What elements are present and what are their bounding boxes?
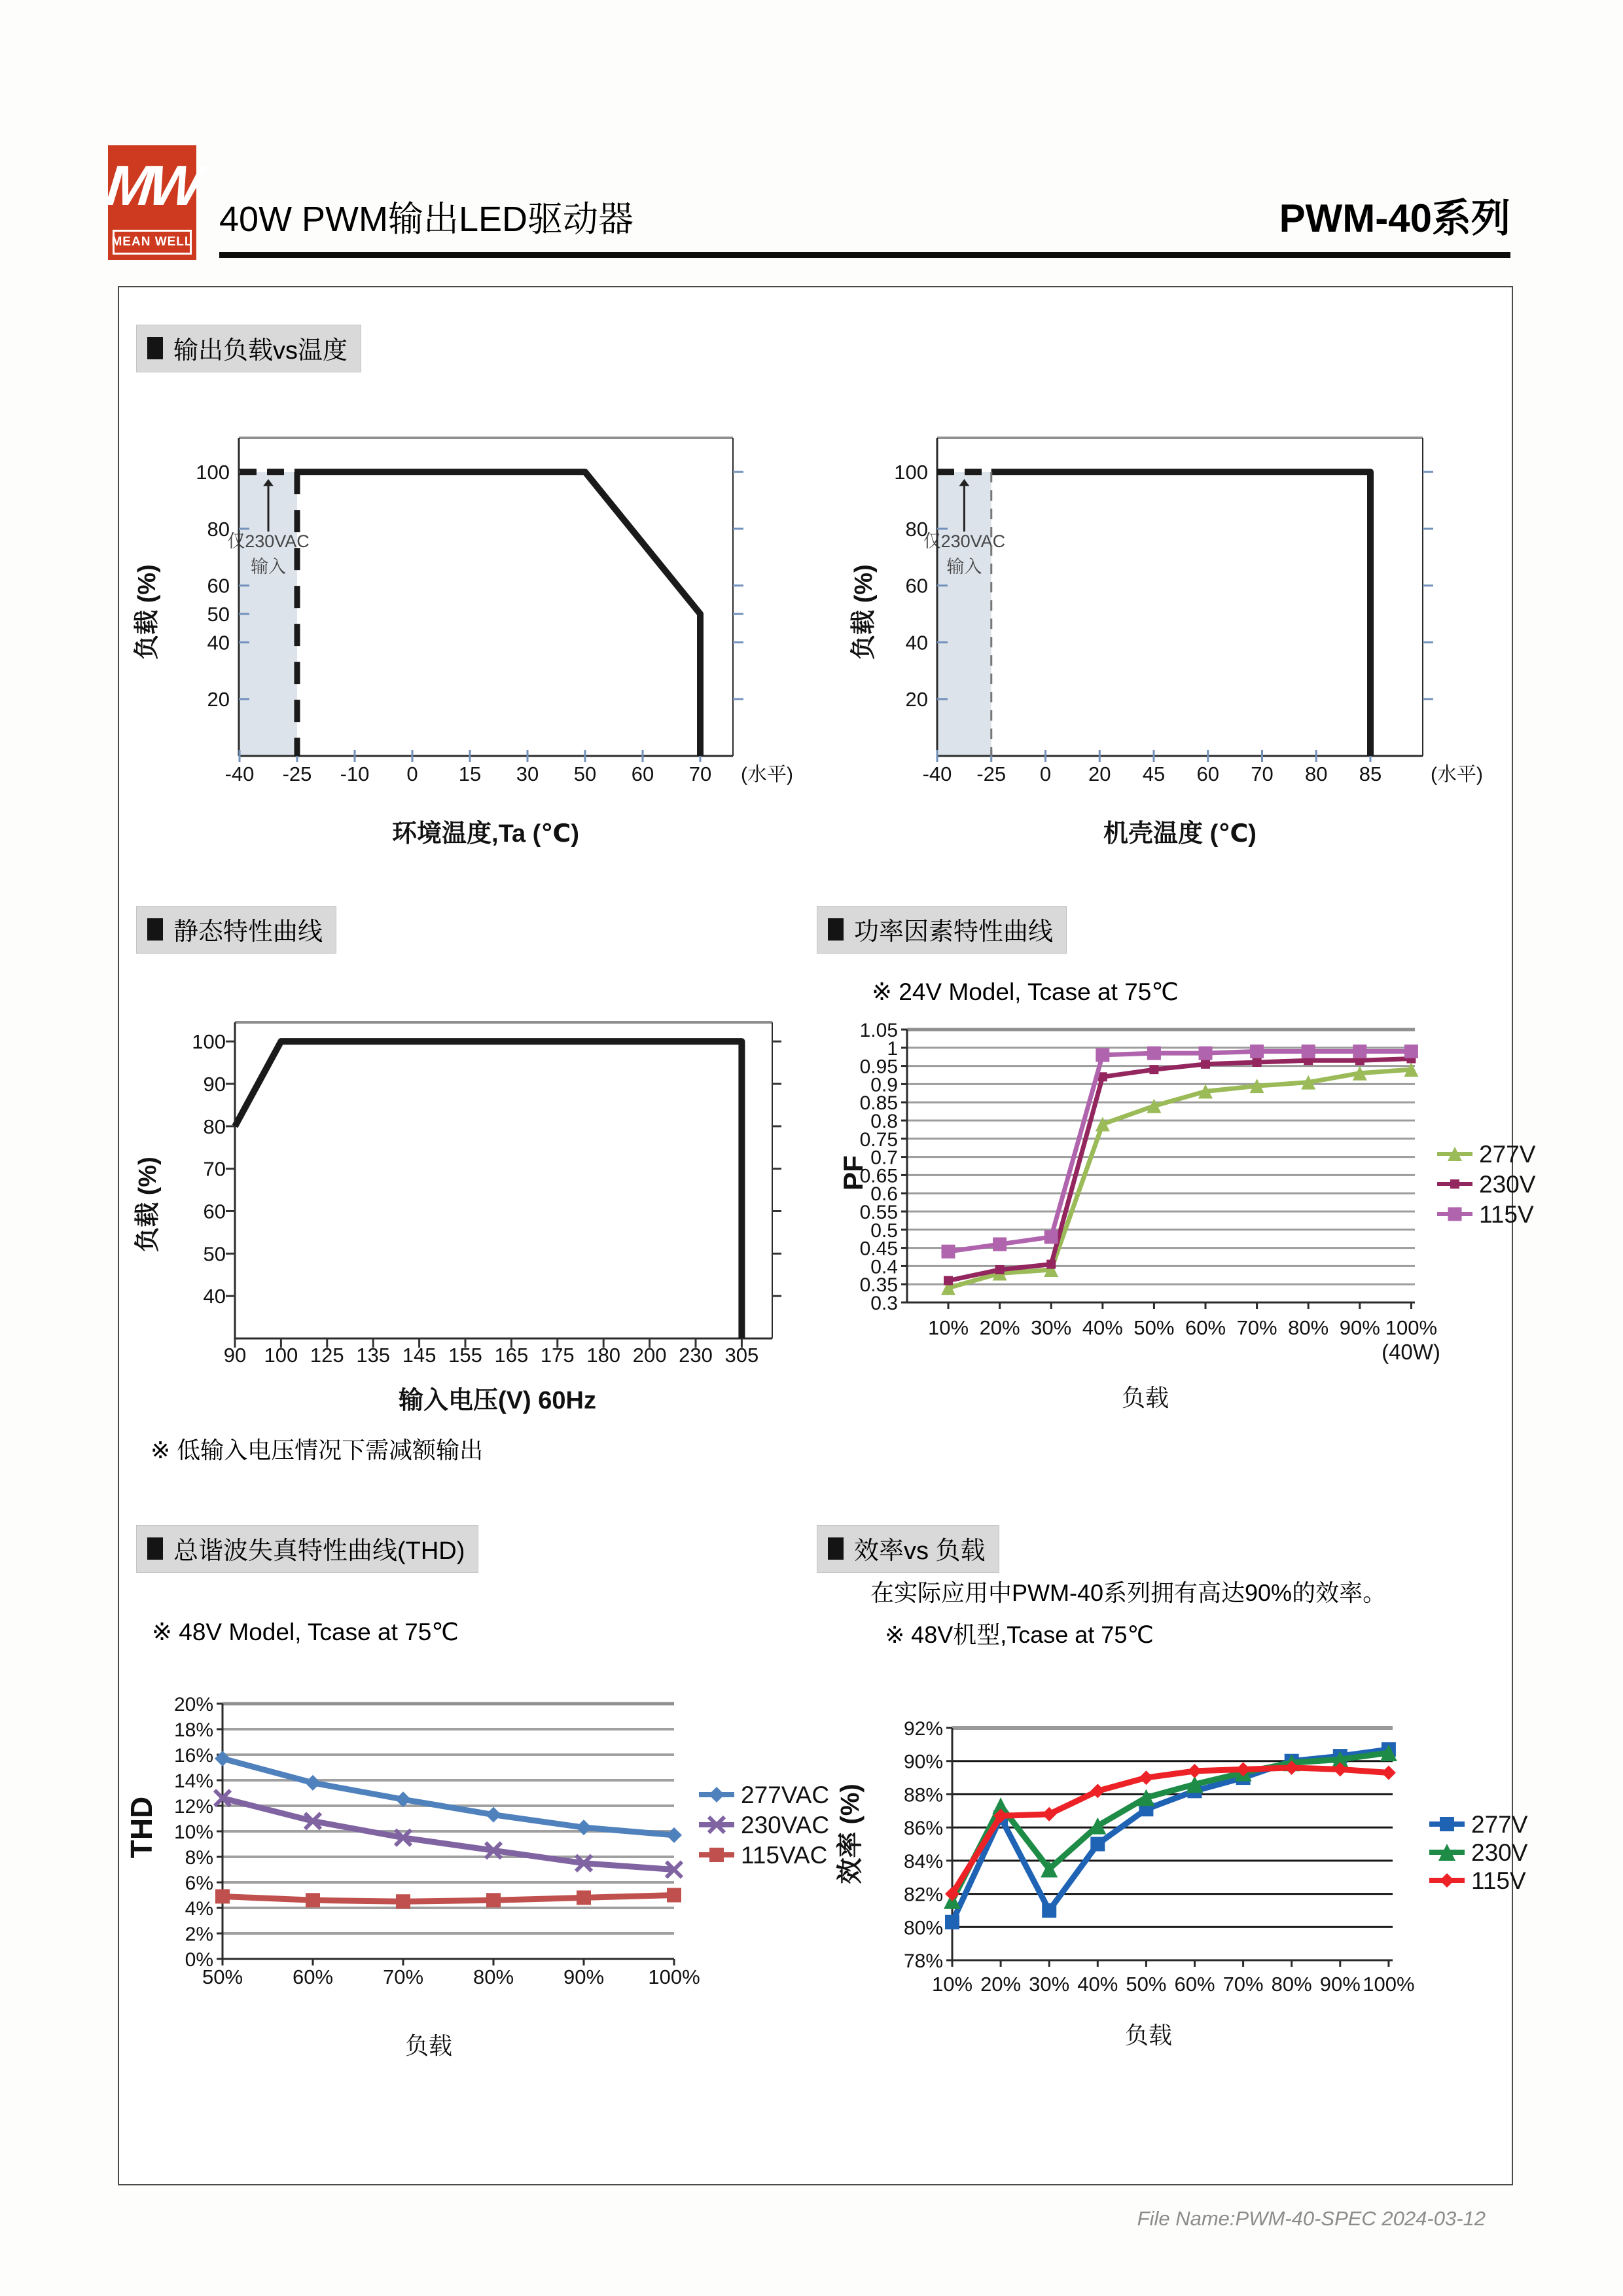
svg-text:60: 60 — [1196, 762, 1219, 785]
svg-text:60%: 60% — [1185, 1316, 1226, 1339]
svg-text:0.55: 0.55 — [859, 1202, 898, 1223]
svg-text:负载: 负载 — [404, 2032, 453, 2059]
svg-text:负载: 负载 — [1124, 2022, 1173, 2049]
footer-filename: File Name:PWM-40-SPEC 2024-03-12 — [1137, 2207, 1486, 2230]
thd-subtitle: ※ 48V Model, Tcase at 75℃ — [152, 1619, 459, 1645]
svg-text:输入: 输入 — [251, 557, 286, 577]
svg-text:277V: 277V — [1471, 1811, 1528, 1838]
efficiency-subtitle: ※ 48V机型,Tcase at 75℃ — [885, 1621, 1154, 1648]
svg-text:100%: 100% — [1385, 1316, 1438, 1339]
svg-text:165: 165 — [494, 1344, 529, 1367]
svg-text:90%: 90% — [1339, 1316, 1380, 1339]
svg-text:125: 125 — [310, 1344, 344, 1367]
svg-text:机壳温度 (℃): 机壳温度 (℃) — [1103, 820, 1257, 848]
svg-text:环境温度,Ta (℃): 环境温度,Ta (℃) — [392, 820, 579, 848]
svg-text:10%: 10% — [173, 1821, 213, 1843]
svg-text:70%: 70% — [1222, 1973, 1264, 1996]
svg-text:0.65: 0.65 — [859, 1165, 898, 1187]
svg-text:0.95: 0.95 — [859, 1056, 898, 1078]
svg-text:40%: 40% — [1082, 1316, 1123, 1339]
section-title-load-vs-temp — [136, 325, 361, 372]
section-title-label: 功率因素特性曲线 — [854, 918, 1054, 946]
svg-text:82%: 82% — [903, 1884, 943, 1906]
svg-text:仅230VAC: 仅230VAC — [923, 531, 1006, 552]
svg-text:70: 70 — [203, 1157, 226, 1181]
section-title-static-curve — [136, 906, 336, 954]
svg-text:0.3: 0.3 — [870, 1293, 898, 1314]
svg-text:100: 100 — [894, 461, 928, 484]
logo-brand-text: MEAN WELL — [113, 230, 192, 255]
svg-text:负载: 负载 — [1121, 1384, 1169, 1411]
svg-text:6%: 6% — [185, 1873, 213, 1894]
svg-text:1.05: 1.05 — [859, 1020, 898, 1041]
svg-text:50: 50 — [207, 603, 230, 626]
chart-static-characteristic — [131, 1008, 825, 1486]
svg-text:80: 80 — [203, 1115, 226, 1138]
svg-text:200: 200 — [632, 1344, 667, 1367]
svg-text:12%: 12% — [173, 1796, 213, 1818]
svg-text:230VAC: 230VAC — [741, 1812, 830, 1839]
svg-text:90%: 90% — [1319, 1973, 1361, 1996]
svg-text:60%: 60% — [292, 1965, 334, 1988]
svg-text:16%: 16% — [173, 1745, 213, 1767]
svg-text:0%: 0% — [185, 1949, 213, 1971]
svg-text:-40: -40 — [224, 762, 255, 785]
svg-text:-40: -40 — [922, 762, 952, 785]
series-title: PWM-40系列 — [1279, 196, 1510, 240]
pf-subtitle: ※ 24V Model, Tcase at 75℃ — [872, 978, 1179, 1005]
section-title-label: 效率vs 负载 — [854, 1537, 986, 1565]
svg-text:(水平): (水平) — [1431, 764, 1483, 785]
svg-text:70: 70 — [688, 762, 712, 785]
svg-text:0.6: 0.6 — [870, 1183, 898, 1206]
svg-text:155: 155 — [448, 1344, 482, 1367]
svg-text:60%: 60% — [1174, 1973, 1215, 1996]
svg-text:15: 15 — [458, 762, 482, 785]
svg-text:负载 (%): 负载 (%) — [850, 564, 878, 660]
svg-text:20: 20 — [207, 688, 230, 711]
static-curve-note: ※ 低输入电压情况下需减额输出 — [151, 1437, 484, 1463]
svg-text:10%: 10% — [931, 1973, 973, 1996]
svg-text:0.85: 0.85 — [859, 1092, 898, 1115]
svg-text:45: 45 — [1142, 762, 1166, 785]
svg-text:70: 70 — [1251, 762, 1274, 785]
chart-efficiency — [838, 1676, 1571, 2101]
svg-text:20: 20 — [905, 688, 928, 711]
svg-text:(40W): (40W) — [1382, 1340, 1440, 1364]
header-divider — [219, 252, 1510, 258]
svg-text:14%: 14% — [173, 1770, 213, 1792]
svg-text:90: 90 — [223, 1344, 247, 1367]
svg-text:输入电压(V) 60Hz: 输入电压(V) 60Hz — [399, 1387, 596, 1414]
section-title-efficiency — [817, 1525, 999, 1573]
svg-text:-25: -25 — [282, 762, 312, 785]
efficiency-note: 在实际应用中PWM-40系列拥有高达90%的效率。 — [870, 1579, 1387, 1606]
section-bullet-icon — [147, 1537, 163, 1560]
svg-text:70%: 70% — [382, 1965, 424, 1988]
svg-text:80%: 80% — [903, 1917, 943, 1939]
svg-text:20%: 20% — [979, 1316, 1020, 1339]
svg-text:277VAC: 277VAC — [741, 1782, 830, 1808]
svg-text:40%: 40% — [1077, 1973, 1118, 1996]
svg-text:PF: PF — [838, 1155, 868, 1191]
svg-text:60: 60 — [905, 574, 928, 598]
svg-text:(水平): (水平) — [741, 764, 793, 785]
svg-text:80: 80 — [1305, 762, 1328, 785]
svg-text:0: 0 — [406, 762, 418, 785]
svg-text:2%: 2% — [185, 1924, 213, 1945]
logo-mw-glyph: MW — [103, 154, 202, 217]
svg-text:输入: 输入 — [946, 557, 982, 577]
svg-text:70%: 70% — [1236, 1316, 1277, 1339]
svg-text:30%: 30% — [1031, 1316, 1072, 1339]
svg-text:THD: THD — [124, 1796, 158, 1859]
svg-text:115V: 115V — [1479, 1201, 1534, 1228]
svg-text:50%: 50% — [202, 1965, 243, 1988]
svg-text:40: 40 — [207, 631, 230, 655]
svg-text:100: 100 — [192, 1030, 226, 1054]
svg-text:0.45: 0.45 — [859, 1238, 898, 1260]
page-title: 40W PWM输出LED驱动器 — [219, 200, 634, 239]
svg-text:90%: 90% — [903, 1751, 943, 1773]
svg-text:84%: 84% — [903, 1850, 943, 1873]
svg-text:80: 80 — [207, 517, 230, 541]
chart-thd — [124, 1676, 851, 2101]
svg-text:30: 30 — [516, 762, 539, 785]
svg-text:负载 (%): 负载 (%) — [134, 564, 161, 660]
svg-text:100%: 100% — [648, 1965, 700, 1988]
svg-text:60: 60 — [203, 1200, 226, 1223]
svg-text:78%: 78% — [903, 1950, 943, 1972]
chart-case-derating — [831, 419, 1525, 890]
section-title-thd — [136, 1525, 478, 1573]
svg-text:20%: 20% — [173, 1694, 213, 1715]
svg-text:50: 50 — [573, 762, 597, 785]
svg-text:230: 230 — [679, 1344, 713, 1367]
svg-text:0.4: 0.4 — [870, 1256, 898, 1278]
svg-text:仅230VAC: 仅230VAC — [227, 531, 310, 552]
svg-text:8%: 8% — [185, 1847, 213, 1869]
svg-text:20: 20 — [1088, 762, 1111, 785]
svg-text:145: 145 — [402, 1344, 437, 1367]
svg-text:50%: 50% — [1133, 1316, 1175, 1339]
svg-text:277V: 277V — [1479, 1141, 1536, 1168]
svg-text:-10: -10 — [340, 762, 370, 785]
svg-text:1: 1 — [887, 1037, 898, 1060]
svg-text:88%: 88% — [903, 1784, 943, 1806]
svg-text:80%: 80% — [1271, 1973, 1312, 1996]
svg-text:90: 90 — [203, 1073, 226, 1096]
svg-text:0.75: 0.75 — [859, 1128, 898, 1151]
section-title-label: 输出负载vs温度 — [173, 337, 348, 365]
svg-text:230V: 230V — [1479, 1171, 1536, 1198]
svg-text:305: 305 — [724, 1344, 759, 1367]
svg-text:92%: 92% — [903, 1718, 943, 1740]
svg-text:135: 135 — [356, 1344, 391, 1367]
svg-text:40: 40 — [203, 1285, 226, 1308]
section-bullet-icon — [147, 918, 163, 941]
section-title-label: 总谐波失真特性曲线(THD) — [173, 1537, 465, 1565]
svg-text:-25: -25 — [976, 762, 1007, 785]
svg-text:50%: 50% — [1126, 1973, 1167, 1996]
svg-text:100: 100 — [196, 461, 230, 484]
svg-text:40: 40 — [905, 631, 928, 655]
svg-text:效率 (%): 效率 (%) — [836, 1784, 865, 1884]
svg-text:4%: 4% — [185, 1898, 213, 1920]
section-bullet-icon — [147, 337, 163, 359]
section-title-label: 静态特性曲线 — [173, 918, 323, 946]
svg-text:90%: 90% — [563, 1965, 605, 1988]
svg-text:80: 80 — [905, 517, 928, 541]
svg-text:80%: 80% — [1288, 1316, 1329, 1339]
svg-text:0.8: 0.8 — [870, 1111, 898, 1132]
svg-text:50: 50 — [203, 1242, 226, 1266]
svg-text:100: 100 — [264, 1344, 298, 1367]
section-title-power-factor — [817, 906, 1067, 954]
svg-text:0: 0 — [1039, 762, 1052, 785]
svg-text:0.35: 0.35 — [859, 1274, 898, 1297]
meanwell-logo — [103, 145, 202, 260]
svg-text:60: 60 — [631, 762, 654, 785]
svg-text:115V: 115V — [1471, 1867, 1526, 1894]
svg-text:10%: 10% — [927, 1316, 969, 1339]
svg-text:80%: 80% — [473, 1965, 514, 1988]
svg-text:175: 175 — [540, 1344, 575, 1367]
svg-text:0.7: 0.7 — [870, 1147, 898, 1169]
svg-text:负载 (%): 负载 (%) — [134, 1157, 162, 1252]
svg-text:115VAC: 115VAC — [741, 1842, 828, 1869]
section-bullet-icon — [828, 1537, 844, 1560]
svg-text:85: 85 — [1359, 762, 1382, 785]
svg-text:0.9: 0.9 — [870, 1074, 898, 1096]
chart-power-factor — [838, 1014, 1558, 1446]
svg-text:100%: 100% — [1363, 1973, 1415, 1996]
section-bullet-icon — [828, 918, 844, 941]
svg-text:60: 60 — [207, 574, 230, 598]
svg-text:0.5: 0.5 — [870, 1219, 898, 1242]
svg-text:230V: 230V — [1471, 1839, 1528, 1866]
svg-text:86%: 86% — [903, 1818, 943, 1840]
svg-text:30%: 30% — [1029, 1973, 1070, 1996]
svg-text:18%: 18% — [173, 1719, 213, 1741]
svg-text:180: 180 — [586, 1344, 621, 1367]
svg-text:20%: 20% — [980, 1973, 1022, 1996]
chart-ambient-derating — [131, 419, 825, 890]
